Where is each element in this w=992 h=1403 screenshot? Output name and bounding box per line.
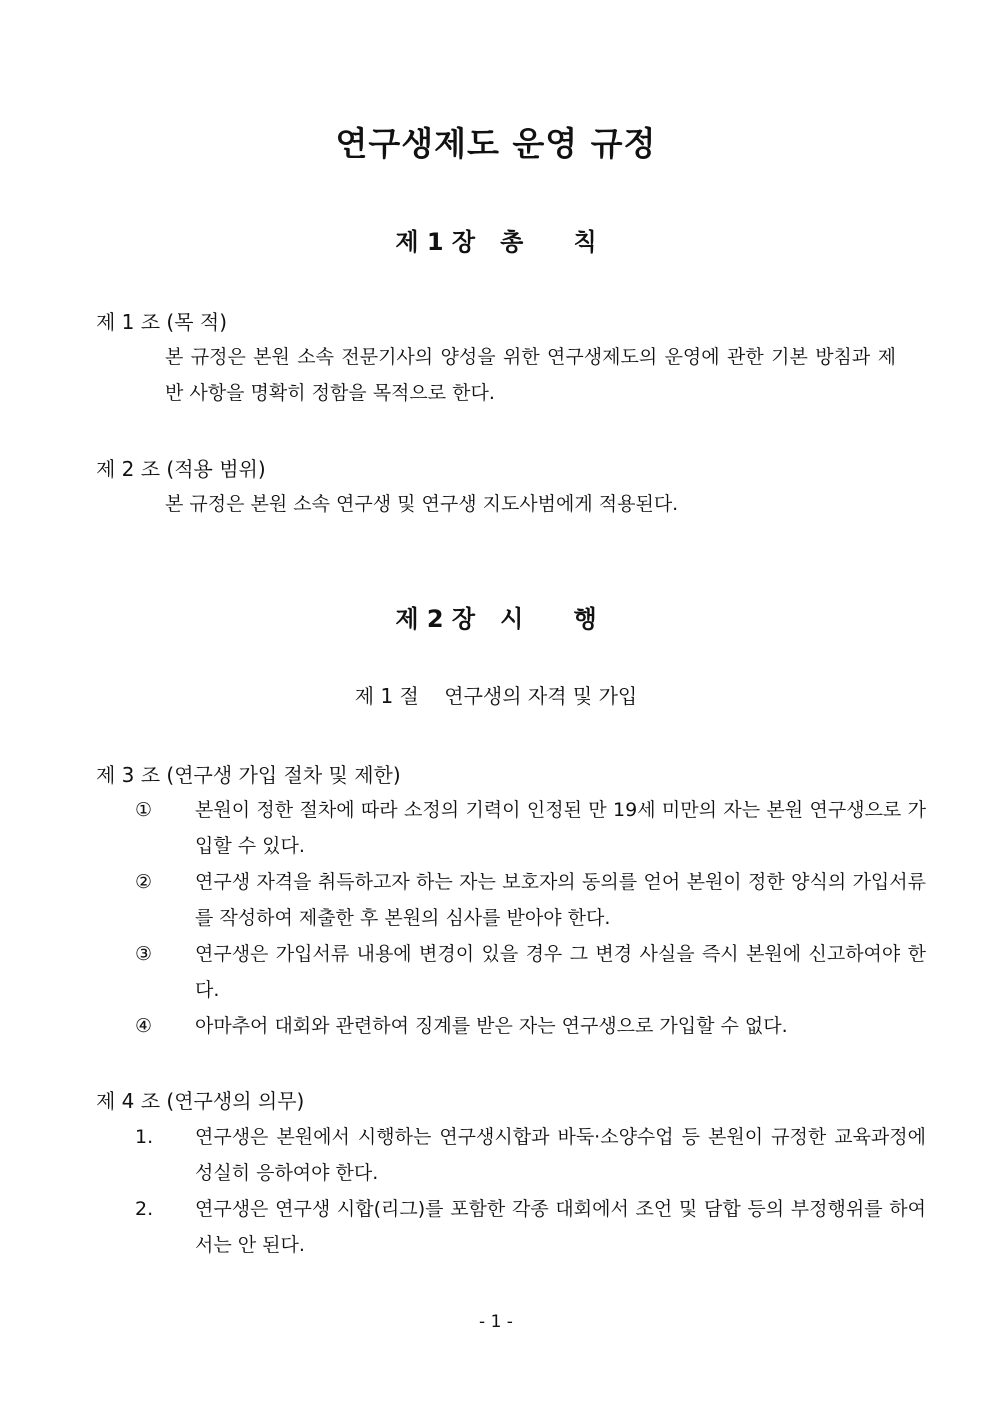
page-number: - 1 - <box>479 1312 513 1332</box>
section-1-heading: 제 1 절 연구생의 자격 및 가입 <box>354 684 638 708</box>
article-3-item-3 <box>135 936 926 1008</box>
article-3-heading: 제 3 조 (연구생 가입 절차 및 제한) <box>96 763 401 787</box>
chapter-1-heading: 제 1 장 총 칙 <box>395 228 597 256</box>
document-title: 연구생제도 운영 규정 <box>335 124 657 163</box>
item-number: ③ <box>135 943 153 965</box>
article-4-item-1 <box>135 1119 926 1191</box>
item-number: ② <box>135 871 153 893</box>
item-number: 2. <box>135 1198 154 1220</box>
article-4-heading: 제 4 조 (연구생의 의무) <box>96 1089 305 1113</box>
article-1-heading: 제 1 조 (목 적) <box>96 310 228 334</box>
item-text: 연구생은 연구생 시합(리그)를 포함한 각종 대회에서 조언 및 담합 등의 부정행위를 하여서는 안 된다. <box>195 1198 926 1256</box>
item-number: 1. <box>135 1126 154 1148</box>
article-2-heading: 제 2 조 (적용 범위) <box>96 457 266 481</box>
item-text: 연구생은 본원에서 시행하는 연구생시합과 바둑·소양수업 등 본원이 규정한 교육과정에 성실히 응하여야 한다. <box>195 1126 926 1184</box>
article-3-item-2 <box>135 864 926 936</box>
item-text: 연구생은 가입서류 내용에 변경이 있을 경우 그 변경 사실을 즉시 본원에 신고하여야 한다. <box>195 943 926 1001</box>
article-2-body: 본 규정은 본원 소속 연구생 및 연구생 지도사범에게 적용된다. <box>165 493 679 515</box>
article-1-body: 본 규정은 본원 소속 전문기사의 양성을 위한 연구생제도의 운영에 관한 기본 방침과 제반 사항을 명확히 정함을 목적으로 한다. <box>165 346 896 404</box>
item-text: 연구생 자격을 취득하고자 하는 자는 보호자의 동의를 얻어 본원이 정한 양식의 가입서류를 작성하여 제출한 후 본원의 심사를 받아야 한다. <box>195 871 926 929</box>
article-3-item-1 <box>135 792 926 864</box>
article-3-item-4 <box>135 1008 926 1044</box>
item-text: 아마추어 대회와 관련하여 징계를 받은 자는 연구생으로 가입할 수 없다. <box>195 1015 788 1037</box>
item-number: ① <box>135 799 153 821</box>
chapter-2-heading: 제 2 장 시 행 <box>395 605 597 633</box>
item-text: 본원이 정한 절차에 따라 소정의 기력이 인정된 만 19세 미만의 자는 본원 연구생으로 가입할 수 있다. <box>195 799 926 857</box>
article-4-item-2 <box>135 1191 926 1263</box>
item-number: ④ <box>135 1015 153 1037</box>
